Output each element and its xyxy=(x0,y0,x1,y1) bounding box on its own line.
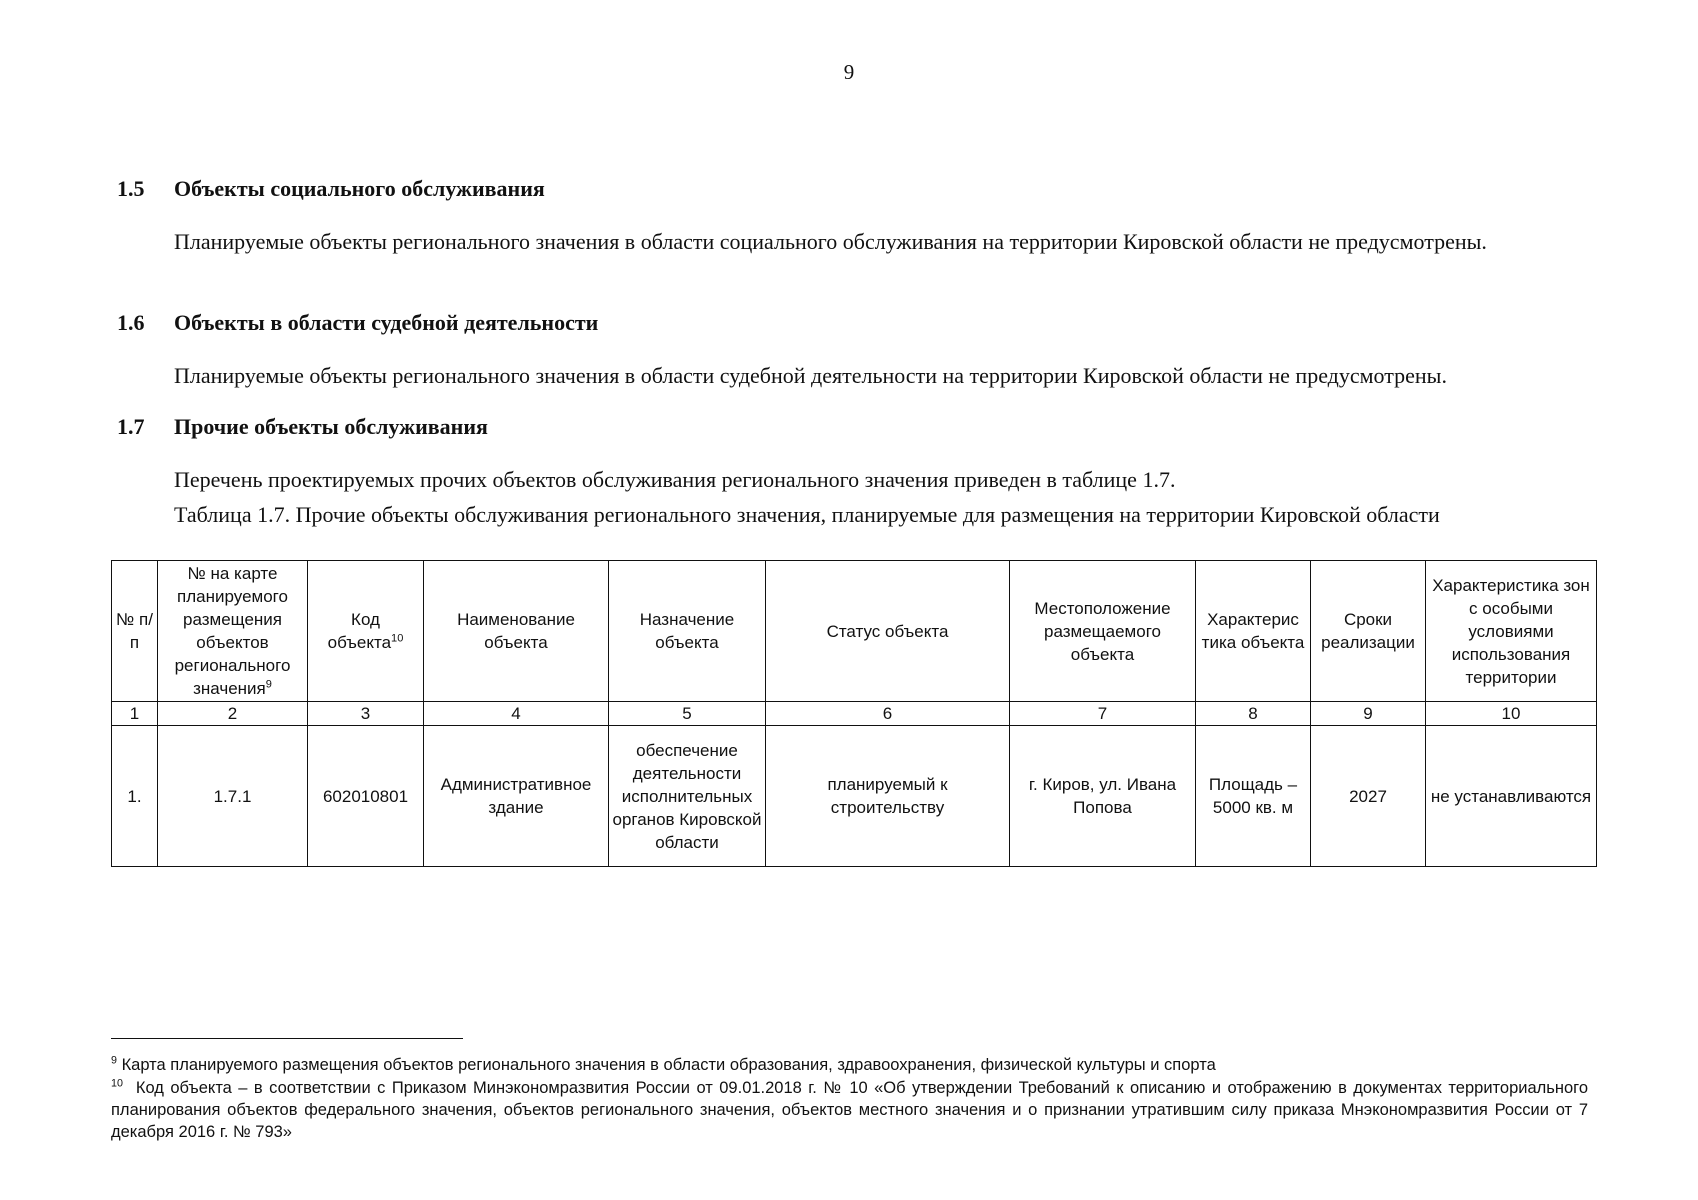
section-number: 1.6 xyxy=(117,310,145,335)
table-cell: 2027 xyxy=(1311,726,1426,867)
column-number-cell: 7 xyxy=(1010,702,1196,726)
column-number-cell: 5 xyxy=(609,702,766,726)
table-row xyxy=(112,726,1597,867)
table-cell: обеспечение деятельности исполнительных органов Кировской области xyxy=(609,726,766,867)
section-number: 1.5 xyxy=(117,176,145,201)
column-number-cell: 1 xyxy=(112,702,158,726)
column-number-cell: 9 xyxy=(1311,702,1426,726)
header-cell-deadline: Сроки реализации xyxy=(1311,561,1426,702)
column-number-cell: 8 xyxy=(1196,702,1311,726)
section-title: Объекты социального обслуживания xyxy=(174,176,545,201)
column-number-cell: 6 xyxy=(766,702,1010,726)
table-cell: планируемый к строительству xyxy=(766,726,1010,867)
table-cell: Административное здание xyxy=(424,726,609,867)
section-title: Прочие объекты обслуживания xyxy=(174,414,488,439)
footnote-separator xyxy=(111,1038,463,1039)
header-cell-object-name: Наименование объекта xyxy=(424,561,609,702)
table-cell: г. Киров, ул. Ивана Попова xyxy=(1010,726,1196,867)
column-number-cell: 2 xyxy=(158,702,308,726)
section-paragraph-1-5: Планируемые объекты регионального значения в области социального обслуживания на территории Кировской области не предусмотрены. xyxy=(174,229,1487,254)
footnote-10 xyxy=(111,1077,1588,1143)
page-number: 9 xyxy=(843,60,855,84)
header-cell-location: Местоположение размещаемого объекта xyxy=(1010,561,1196,702)
section-number: 1.7 xyxy=(117,414,145,439)
section-heading-1-7 xyxy=(117,414,488,440)
table-cell: не устанавливаются xyxy=(1426,726,1597,867)
header-cell-number: № п/п xyxy=(112,561,158,702)
section-heading-1-6 xyxy=(117,310,598,336)
table-caption: Таблица 1.7. Прочие объекты обслуживания регионального значения, планируемые для размещения на территории Кировской области xyxy=(174,502,1440,527)
footnote-ref: 9 xyxy=(265,678,272,691)
footnote-9 xyxy=(111,1054,1588,1076)
header-cell-status: Статус объекта xyxy=(766,561,1010,702)
column-number-cell: 3 xyxy=(308,702,424,726)
header-cell-map-number: № на карте планируемого размещения объектов регионального значения$^9$ xyxy=(158,561,308,702)
header-cell-purpose: Назначение объекта xyxy=(609,561,766,702)
header-cell-characteristics: Характерис тика объекта xyxy=(1196,561,1311,702)
footnote-text: Карта планируемого размещения объектов регионального значения в области образования, здравоохранения, физической культуры и спорта xyxy=(121,1056,1216,1074)
header-cell-special-zones: Характеристика зон с особыми условиями использования территории xyxy=(1426,561,1597,702)
table-cell: 1.7.1 xyxy=(158,726,308,867)
column-number-cell: 4 xyxy=(424,702,609,726)
table-cell: 1. xyxy=(112,726,158,867)
section-heading-1-5 xyxy=(117,176,545,202)
table-column-number-row xyxy=(112,702,1597,726)
header-cell-object-code: Код объекта$^{10}$ xyxy=(308,561,424,702)
footnote-ref: 10 xyxy=(391,632,404,645)
objects-table xyxy=(111,560,1597,867)
section-title: Объекты в области судебной деятельности xyxy=(174,310,599,335)
section-paragraph-1-6: Планируемые объекты регионального значения в области судебной деятельности на территории Кировской области не предусмотрены. xyxy=(174,363,1447,388)
table-cell: 602010801 xyxy=(308,726,424,867)
table-header-row xyxy=(112,561,1597,702)
table-cell: Площадь – 5000 кв. м xyxy=(1196,726,1311,867)
section-paragraph-1-7: Перечень проектируемых прочих объектов обслуживания регионального значения приведен в таблице 1.7. xyxy=(174,467,1176,492)
column-number-cell: 10 xyxy=(1426,702,1597,726)
footnote-text: Код объекта – в соответствии с Приказом Минэкономразвития России от 09.01.2018 г. № 10 «Об утверждении Требований к описанию и отображению в документах территориального планирования объектов федерального значения, объектов регионального значения, объектов местного значения и о признании утратившим силу приказа Мнэкономразвития России от 7 декабря 2016 г. № 793» xyxy=(111,1079,1589,1141)
footnote-mark: 10 xyxy=(111,1077,123,1090)
footnote-mark: 9 xyxy=(111,1054,117,1067)
